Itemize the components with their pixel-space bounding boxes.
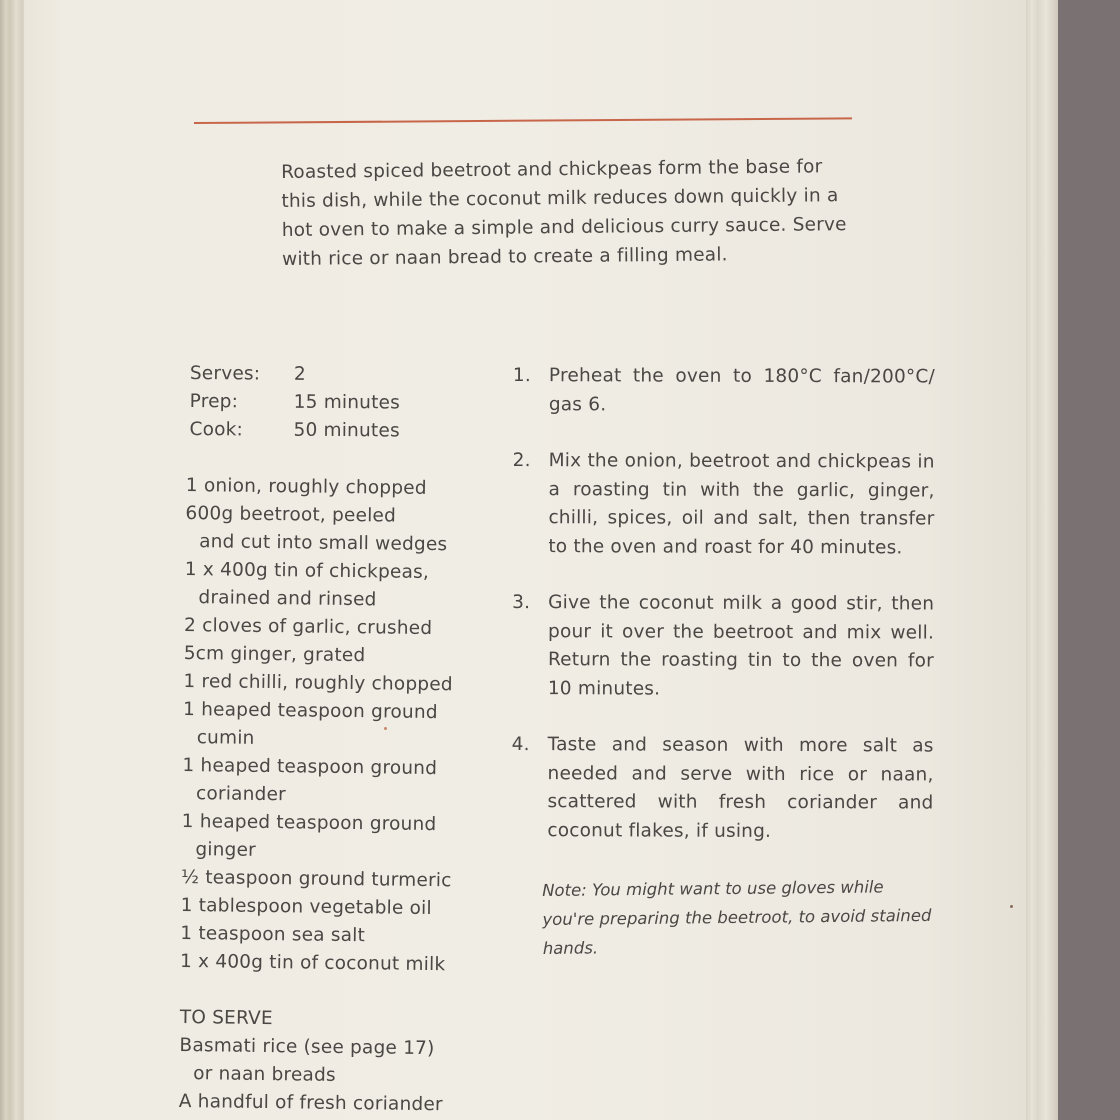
page-right-edge	[1026, 0, 1058, 1120]
to-serve-line: Basmati rice (see page 17)	[179, 1034, 435, 1060]
to-serve-list	[179, 1032, 500, 1120]
method-step	[505, 362, 935, 421]
method-steps	[503, 362, 935, 874]
ingredient-line: 1 x 400g tin of chickpeas,	[184, 558, 430, 583]
ingredient-line: 1 tablespoon vegetable oil	[180, 894, 432, 920]
ingredient-line: 600g beetroot, peeled	[185, 502, 397, 527]
method-step	[503, 731, 933, 847]
meta-serves-value: 2	[293, 363, 306, 385]
step-text: Taste and season with more salt as needed and serve with rice or naan, scattered with fresh coriander and coconut flakes, if using.	[547, 734, 934, 842]
step-text: Mix the onion, beetroot and chickpeas in a roasting tin with the garlic, ginger, chilli, spices, oil and salt, then transfer to the oven and roast for 40 minutes.	[548, 450, 935, 558]
recipe-meta	[189, 360, 490, 446]
method-step	[504, 589, 934, 705]
meta-prep	[190, 388, 490, 418]
ingredient-line: 1 x 400g tin of coconut milk	[179, 950, 446, 976]
ingredients-list	[180, 472, 486, 980]
intro-paragraph: Roasted spiced beetroot and chickpeas form the base for this dish, while the coconut milk reduces down quickly in a hot oven to make a simple and delicious curry sauce. Serve with rice or naan bread to create a filling meal.	[281, 156, 847, 270]
to-serve-heading: TO SERVE	[179, 1006, 273, 1030]
meta-serves	[190, 360, 490, 390]
paper-speck	[1010, 905, 1013, 908]
ingredient-line: coriander	[195, 783, 287, 806]
step-number: 4.	[511, 734, 530, 756]
step-text: Preheat the oven to 180°C fan/200°C/ gas 6.	[548, 365, 935, 415]
ingredient-line: 1 onion, roughly chopped	[185, 474, 427, 499]
step-number: 2.	[512, 450, 531, 472]
ingredient-line: ½ teaspoon ground turmeric	[180, 866, 452, 892]
ingredient-line: 1 teaspoon sea salt	[180, 922, 366, 947]
ingredient-line: and cut into small wedges	[199, 531, 448, 556]
meta-prep-value: 15 minutes	[293, 391, 401, 414]
method-step	[504, 447, 934, 563]
step-number: 1.	[512, 365, 532, 387]
meta-cook	[189, 416, 489, 446]
ingredient-line: 1 heaped teaspoon ground	[182, 698, 438, 724]
ingredient-line: drained and rinsed	[198, 587, 377, 611]
ingredient-line: ginger	[195, 839, 257, 861]
to-serve-line: or naan breads	[193, 1063, 336, 1086]
step-number: 3.	[512, 592, 531, 614]
meta-cook-label: Cook:	[189, 418, 244, 441]
ingredient-line: 5cm ginger, grated	[183, 642, 366, 667]
recipe-note: Note: You might want to use gloves while you're preparing the beetroot, to avoid stained hands.	[542, 877, 932, 958]
to-serve-section	[179, 1004, 500, 1120]
to-serve-line: A handful of fresh coriander	[178, 1090, 443, 1116]
ingredient-line: 1 heaped teaspoon ground	[181, 810, 437, 836]
step-text: Give the coconut milk a good stir, then pour it over the beetroot and mix well. Return the roasting tin to the oven for 10 minutes.	[547, 592, 935, 700]
meta-prep-label: Prep:	[189, 390, 239, 413]
meta-cook-value: 50 minutes	[293, 419, 400, 442]
paper-speck	[384, 727, 387, 730]
ingredient-line: 1 red chilli, roughly chopped	[183, 670, 453, 696]
meta-serves-label: Serves:	[189, 362, 261, 385]
ingredient-line: 2 cloves of garlic, crushed	[183, 614, 433, 640]
ingredient-line: cumin	[196, 727, 255, 749]
ingredient-line: 1 heaped teaspoon ground	[182, 754, 438, 780]
